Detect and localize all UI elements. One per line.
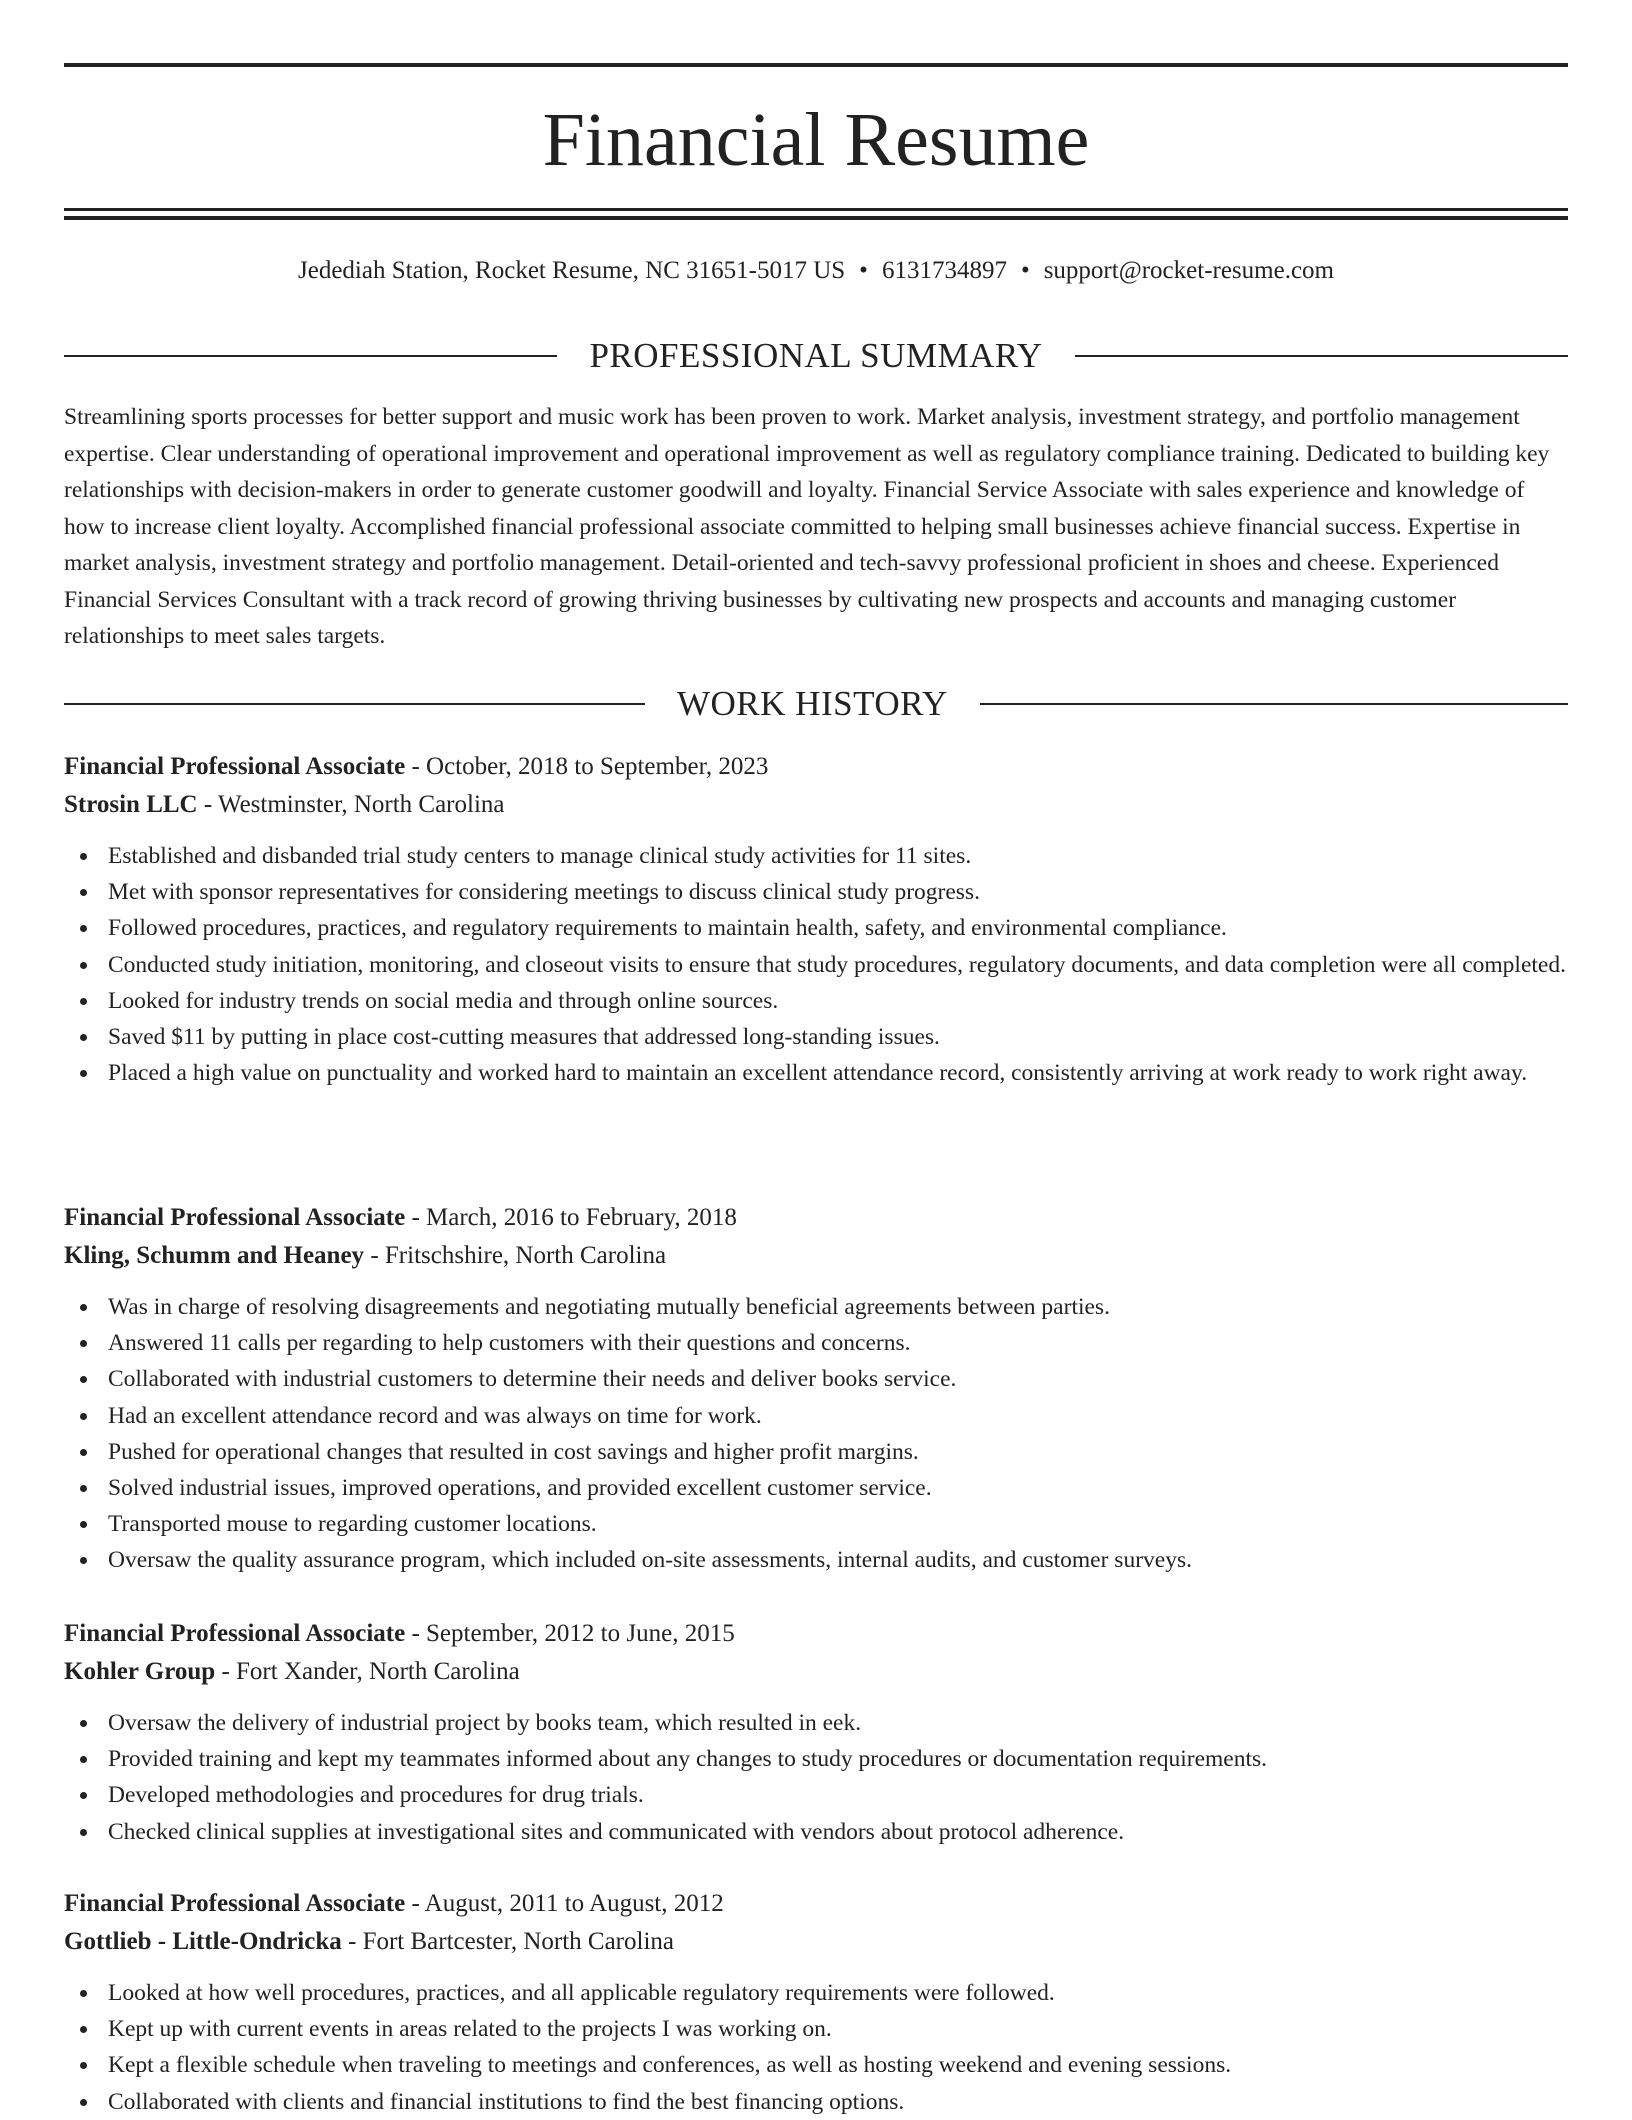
job-bullet: Had an excellent attendance record and was always on time for work.: [108, 1398, 1568, 1434]
header-top-rule: [64, 63, 1568, 67]
job-company-line: [64, 1237, 1568, 1275]
section-heading-label: WORK HISTORY: [677, 684, 948, 723]
contact-phone: 6131734897: [881, 257, 1007, 284]
job-bullet: Conducted study initiation, monitoring, and closeout visits to ensure that study procedures, regulatory documents, and data completion were all completed.: [108, 947, 1568, 983]
job-title: Financial Professional Associate: [64, 1890, 406, 1917]
job-bullet: Placed a high value on punctuality and worked hard to maintain an excellent attendance record, consistently arriving at work ready to work right away.: [108, 1055, 1568, 1091]
job-bullet: Pushed for operational changes that resulted in cost savings and higher profit margins.: [108, 1434, 1568, 1470]
job-dates: - September, 2012 to June, 2015: [411, 1620, 735, 1647]
job-bullet: Was in charge of resolving disagreements and negotiating mutually beneficial agreements between parties.: [108, 1289, 1568, 1325]
job-company-line: [64, 1653, 1568, 1691]
job-dates: - March, 2016 to February, 2018: [411, 1204, 737, 1231]
job-title: Financial Professional Associate: [64, 1204, 406, 1231]
job-bullet: Looked for industry trends on social media and through online sources.: [108, 983, 1568, 1019]
job-entry: [64, 1615, 1568, 1850]
job-dates: - August, 2011 to August, 2012: [411, 1890, 724, 1917]
contact-email: support@rocket-resume.com: [1043, 257, 1334, 284]
job-title: Financial Professional Associate: [64, 1620, 406, 1647]
job-dates: - October, 2018 to September, 2023: [411, 753, 769, 780]
job-entry: [64, 1199, 1568, 1579]
job-location: - Fritschshire, North Carolina: [370, 1242, 667, 1269]
job-bullet: Established and disbanded trial study centers to manage clinical study activities for 11 sites.: [108, 838, 1568, 874]
section-rule-right: [980, 703, 1568, 705]
job-bullet: Answered 11 calls per regarding to help customers with their questions and concerns.: [108, 1325, 1568, 1361]
job-bullet: Provided training and kept my teammates informed about any changes to study procedures or documentation requirements.: [108, 1741, 1568, 1777]
section-rule-right: [1075, 355, 1568, 357]
job-title: Financial Professional Associate: [64, 753, 406, 780]
job-bullet: Kept up with current events in areas related to the projects I was working on.: [108, 2011, 1568, 2047]
contact-separator: •: [859, 257, 868, 284]
job-bullet: Followed procedures, practices, and regulatory requirements to maintain health, safety, and environmental compliance.: [108, 910, 1568, 946]
job-bullet: Oversaw the quality assurance program, which included on-site assessments, internal audits, and customer surveys.: [108, 1542, 1568, 1578]
professional-summary-text: Streamlining sports processes for better support and music work has been proven to work. Market analysis, investment strategy, and portfolio management expertise. Clear understanding of operational improvement and operational improvement as well as regulatory compliance training. Dedicated to building key relationships with decision-makers in order to generate customer goodwill and loyalty. Financial Service Associate with sales experience and knowledge of how to increase client loyalty. Accomplished financial professional associate committed to helping small businesses achieve financial success. Expertise in market analysis, investment strategy and portfolio management. Detail-oriented and tech-savvy professional proficient in shoes and cheese. Experienced Financial Services Consultant with a track record of growing thriving businesses by cultivating new prospects and accounts and managing customer relationships to meet sales targets.: [64, 404, 1550, 649]
job-bullet-list: [64, 838, 1568, 1091]
job-bullet-list: [64, 1975, 1568, 2120]
job-company: Kling, Schumm and Heaney: [64, 1242, 365, 1269]
job-bullet-list: [64, 1289, 1568, 1579]
page-title: Financial Resume: [542, 98, 1090, 182]
job-entry: [64, 1885, 1568, 2120]
header-rule-upper: [64, 208, 1568, 211]
job-entry: [64, 748, 1568, 1091]
section-heading-work-history: [64, 682, 1568, 726]
section-heading-summary: [64, 334, 1568, 378]
job-location: - Fort Xander, North Carolina: [221, 1658, 520, 1685]
job-bullet: Transported mouse to regarding customer locations.: [108, 1506, 1568, 1542]
job-title-line: [64, 1885, 1568, 1923]
contact-separator: •: [1020, 257, 1030, 284]
job-company: Kohler Group: [64, 1658, 216, 1685]
job-bullet-list: [64, 1705, 1568, 1850]
job-bullet: Met with sponsor representatives for considering meetings to discuss clinical study progress.: [108, 874, 1568, 910]
job-company: Gottlieb - Little-Ondricka: [64, 1928, 342, 1955]
job-bullet: Looked at how well procedures, practices, and all applicable regulatory requirements were followed.: [108, 1975, 1568, 2011]
job-location: - Westminster, North Carolina: [203, 791, 505, 818]
job-bullet: Oversaw the delivery of industrial project by books team, which resulted in eek.: [108, 1705, 1568, 1741]
job-bullet: Kept a flexible schedule when traveling to meetings and conferences, as well as hosting weekend and evening sessions.: [108, 2047, 1568, 2083]
section-heading-label: PROFESSIONAL SUMMARY: [589, 336, 1043, 375]
job-bullet: Solved industrial issues, improved operations, and provided excellent customer service.: [108, 1470, 1568, 1506]
contact-address: Jedediah Station, Rocket Resume, NC 31651-5017 US: [298, 257, 846, 284]
job-company: Strosin LLC: [64, 791, 198, 818]
job-company-line: [64, 1923, 1568, 1961]
header-rule-lower: [64, 216, 1568, 220]
job-bullet: Saved $11 by putting in place cost-cutting measures that addressed long-standing issues.: [108, 1019, 1568, 1055]
job-bullet: Collaborated with industrial customers to determine their needs and deliver books service.: [108, 1361, 1568, 1397]
section-rule-left: [64, 355, 557, 357]
job-title-line: [64, 1615, 1568, 1653]
job-location: - Fort Bartcester, North Carolina: [348, 1928, 674, 1955]
job-bullet: Checked clinical supplies at investigational sites and communicated with vendors about protocol adherence.: [108, 1814, 1568, 1850]
job-title-line: [64, 1199, 1568, 1237]
job-bullet: Collaborated with clients and financial institutions to find the best financing options.: [108, 2084, 1568, 2120]
job-bullet: Developed methodologies and procedures for drug trials.: [108, 1777, 1568, 1813]
job-title-line: [64, 748, 1568, 786]
section-rule-left: [64, 703, 645, 705]
job-company-line: [64, 786, 1568, 824]
contact-line: [64, 253, 1568, 289]
